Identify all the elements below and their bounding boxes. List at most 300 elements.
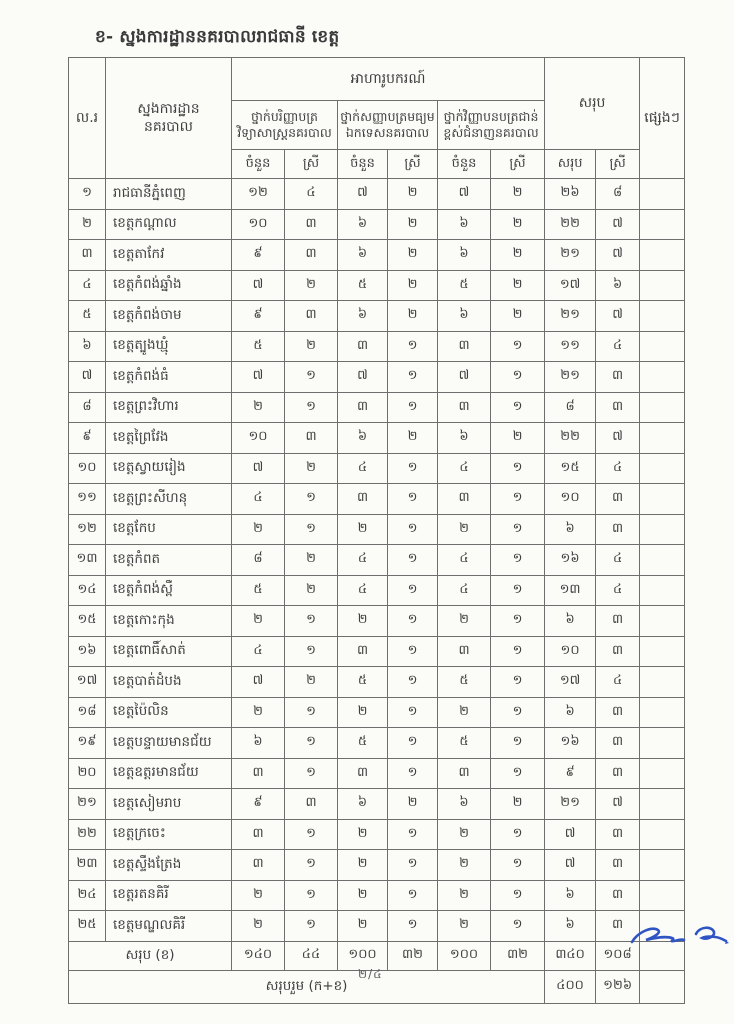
value-cell: ១	[491, 606, 545, 637]
header-commissariat	[106, 58, 232, 179]
value-cell: ៥	[338, 728, 388, 759]
other-cell	[640, 880, 685, 911]
value-cell: ១	[491, 575, 545, 606]
row-number: ១០	[69, 453, 106, 484]
province-name: ខេត្តកែប	[106, 514, 232, 545]
value-cell: ៧	[596, 301, 640, 332]
province-name: ខេត្តត្បូងឃ្មុំ	[106, 331, 232, 362]
table-row	[69, 911, 685, 942]
province-name: ខេត្តមណ្ឌលគិរី	[106, 911, 232, 942]
table-row	[69, 423, 685, 454]
value-cell: ១	[491, 392, 545, 423]
value-cell: ១	[388, 667, 438, 698]
value-cell: ១	[491, 484, 545, 515]
table-row	[69, 789, 685, 820]
other-cell	[640, 606, 685, 637]
value-cell: ៥	[338, 270, 388, 301]
value-cell: ១០	[545, 636, 596, 667]
table-row	[69, 819, 685, 850]
value-cell: ៩	[232, 240, 285, 271]
value-cell: ២	[491, 270, 545, 301]
province-name: ខេត្តព្រះសីហនុ	[106, 484, 232, 515]
summary-label: សរុប (ខ)	[69, 941, 232, 970]
other-cell	[640, 484, 685, 515]
row-number: ១២	[69, 514, 106, 545]
row-number: ៨	[69, 392, 106, 423]
value-cell: ៣	[438, 392, 491, 423]
value-cell: ២	[388, 423, 438, 454]
value-cell: ៦	[545, 514, 596, 545]
value-cell: ៧	[596, 209, 640, 240]
value-cell: ១៣	[545, 575, 596, 606]
value-cell: ១	[285, 728, 338, 759]
value-cell: ២	[338, 514, 388, 545]
value-cell: ៨	[545, 392, 596, 423]
summary-value: ៣២	[491, 941, 545, 970]
value-cell: ២	[338, 850, 388, 881]
value-cell: ១៧	[545, 270, 596, 301]
value-cell: ១	[285, 484, 338, 515]
value-cell: ៦	[338, 423, 388, 454]
value-cell: ១	[285, 514, 338, 545]
value-cell: ៣	[596, 392, 640, 423]
header-diploma: ថ្នាក់សញ្ញាបត្រមធ្យម ឯកទេសនគរបាល	[338, 101, 438, 150]
row-number: ២២	[69, 819, 106, 850]
value-cell: ២១	[545, 301, 596, 332]
province-name: ខេត្តកំពង់ឆ្នាំង	[106, 270, 232, 301]
province-name: ខេត្តកំពង់ស្ពឺ	[106, 575, 232, 606]
value-cell: ១	[285, 636, 338, 667]
province-name: ខេត្តតាកែវ	[106, 240, 232, 271]
value-cell: ២	[388, 179, 438, 210]
summary-value: ៤៤	[285, 941, 338, 970]
row-number: ២៣	[69, 850, 106, 881]
header-certificate: ថ្នាក់វិញ្ញាបនបត្រជាន់ខ្ពស់ជំនាញនគរបាល	[438, 101, 545, 150]
table-header	[69, 58, 685, 179]
row-number: ៥	[69, 301, 106, 332]
row-number: ១៣	[69, 545, 106, 576]
value-cell: ៣	[285, 301, 338, 332]
value-cell: ៦	[338, 301, 388, 332]
other-cell	[640, 514, 685, 545]
value-cell: ១	[285, 850, 338, 881]
summary-value: ៣៤០	[545, 941, 596, 970]
other-cell	[640, 850, 685, 881]
grand-total-female: ១២៦	[596, 970, 640, 1003]
value-cell: ៧	[338, 179, 388, 210]
table-row	[69, 270, 685, 301]
header-other: ផ្សេងៗ	[640, 58, 685, 179]
value-cell: ២២	[545, 423, 596, 454]
value-cell: ៤	[596, 575, 640, 606]
value-cell: ២	[438, 850, 491, 881]
other-cell	[640, 240, 685, 271]
value-cell: ២២	[545, 209, 596, 240]
row-number: ១៦	[69, 636, 106, 667]
header-count-2: ចំនួន	[338, 150, 388, 179]
header-commissariat-line2: នគរបាល	[144, 119, 193, 135]
value-cell: ៤	[438, 545, 491, 576]
value-cell: ១	[388, 331, 438, 362]
value-cell: ១	[388, 453, 438, 484]
other-cell	[640, 179, 685, 210]
value-cell: ១០	[545, 484, 596, 515]
row-number: ១៨	[69, 697, 106, 728]
table-row	[69, 392, 685, 423]
value-cell: ១	[388, 758, 438, 789]
value-cell: ១០	[232, 209, 285, 240]
value-cell: ៧	[232, 667, 285, 698]
table-row	[69, 575, 685, 606]
province-name: ខេត្តពោធិ៍សាត់	[106, 636, 232, 667]
row-number: ១	[69, 179, 106, 210]
value-cell: ៣	[285, 789, 338, 820]
value-cell: ៩	[232, 789, 285, 820]
value-cell: ៣	[596, 758, 640, 789]
row-number: ៤	[69, 270, 106, 301]
grand-total-label: សរុបរួម (ក+ខ)	[69, 970, 545, 1003]
value-cell: ៣	[338, 636, 388, 667]
row-number: ២១	[69, 789, 106, 820]
value-cell: ៦	[438, 423, 491, 454]
value-cell: ២	[232, 880, 285, 911]
value-cell: ៨	[232, 545, 285, 576]
row-number: ៣	[69, 240, 106, 271]
value-cell: ៥	[438, 270, 491, 301]
table-row	[69, 850, 685, 881]
table-row	[69, 728, 685, 759]
value-cell: ១	[388, 606, 438, 637]
value-cell: ១	[388, 880, 438, 911]
value-cell: ៣	[596, 880, 640, 911]
row-number: ១៩	[69, 728, 106, 759]
value-cell: ១	[491, 819, 545, 850]
scholarship-table	[68, 57, 685, 1004]
value-cell: ៣	[596, 636, 640, 667]
header-female-3: ស្រី	[491, 150, 545, 179]
value-cell: ២	[232, 606, 285, 637]
province-name: ខេត្តកោះកុង	[106, 606, 232, 637]
value-cell: ៣	[338, 758, 388, 789]
header-commissariat-line1: ស្នងការដ្ឋាន	[137, 100, 200, 117]
row-number: ២០	[69, 758, 106, 789]
value-cell: ៤	[338, 453, 388, 484]
province-name: ខេត្តព្រះវិហារ	[106, 392, 232, 423]
value-cell: ៧	[232, 362, 285, 393]
table-row	[69, 667, 685, 698]
table-row	[69, 240, 685, 271]
value-cell: ៦	[338, 240, 388, 271]
value-cell: ៤	[438, 453, 491, 484]
row-number: ១១	[69, 484, 106, 515]
other-cell	[640, 362, 685, 393]
value-cell: ៦	[338, 209, 388, 240]
value-cell: ២	[438, 880, 491, 911]
value-cell: ២	[285, 453, 338, 484]
value-cell: ១	[285, 392, 338, 423]
value-cell: ៨	[596, 179, 640, 210]
header-female-1: ស្រី	[285, 150, 338, 179]
other-cell	[640, 392, 685, 423]
value-cell: ២	[491, 209, 545, 240]
value-cell: ១	[491, 880, 545, 911]
province-name: ខេត្តស្វាយរៀង	[106, 453, 232, 484]
value-cell: ៤	[338, 545, 388, 576]
header-bachelor: ថ្នាក់បរិញ្ញាបត្រ វិទ្យាសាស្ត្រនគរបាល	[232, 101, 338, 150]
value-cell: ៣	[438, 636, 491, 667]
grand-other-cell	[640, 970, 685, 1003]
table-row	[69, 606, 685, 637]
value-cell: ៣	[596, 850, 640, 881]
value-cell: ២	[388, 240, 438, 271]
value-cell: ១	[491, 453, 545, 484]
header-female-total: ស្រី	[596, 150, 640, 179]
value-cell: ៦	[338, 789, 388, 820]
table-row	[69, 545, 685, 576]
table-row	[69, 301, 685, 332]
province-name: ខេត្តរតនគិរី	[106, 880, 232, 911]
value-cell: ៣	[338, 392, 388, 423]
value-cell: ៧	[232, 270, 285, 301]
row-number: ១៤	[69, 575, 106, 606]
value-cell: ១០	[232, 423, 285, 454]
page-number: ២/៤	[358, 967, 383, 981]
other-cell	[640, 758, 685, 789]
table-row	[69, 331, 685, 362]
province-name: រាជធានីភ្នំពេញ	[106, 179, 232, 210]
value-cell: ២	[232, 911, 285, 942]
other-cell	[640, 301, 685, 332]
value-cell: ១៥	[545, 453, 596, 484]
value-cell: ៣	[338, 331, 388, 362]
value-cell: ១	[388, 484, 438, 515]
table-row	[69, 362, 685, 393]
value-cell: ១	[388, 819, 438, 850]
table-row	[69, 484, 685, 515]
value-cell: ៥	[438, 728, 491, 759]
value-cell: ១	[388, 514, 438, 545]
value-cell: ៣	[285, 240, 338, 271]
province-name: ខេត្តសៀមរាប	[106, 789, 232, 820]
summary-value: ៣២	[388, 941, 438, 970]
table-row	[69, 209, 685, 240]
other-cell	[640, 331, 685, 362]
value-cell: ២	[285, 575, 338, 606]
value-cell: ១៧	[545, 667, 596, 698]
handwritten-signature	[618, 908, 734, 956]
value-cell: ២១	[545, 240, 596, 271]
value-cell: ២	[338, 606, 388, 637]
value-cell: ៧	[438, 179, 491, 210]
row-number: ២	[69, 209, 106, 240]
value-cell: ២	[491, 179, 545, 210]
province-name: ខេត្តស្ទឹងត្រែង	[106, 850, 232, 881]
value-cell: ៣	[596, 606, 640, 637]
value-cell: ៤	[232, 484, 285, 515]
value-cell: ២	[388, 209, 438, 240]
value-cell: ១	[491, 331, 545, 362]
value-cell: ៤	[596, 667, 640, 698]
province-name: ខេត្តបន្ទាយមានជ័យ	[106, 728, 232, 759]
other-cell	[640, 667, 685, 698]
value-cell: ១	[491, 514, 545, 545]
value-cell: ១	[388, 545, 438, 576]
table-row	[69, 880, 685, 911]
value-cell: ៦	[545, 697, 596, 728]
value-cell: ៣	[596, 514, 640, 545]
value-cell: ២	[438, 819, 491, 850]
value-cell: ១	[388, 362, 438, 393]
value-cell: ២	[285, 667, 338, 698]
other-cell	[640, 636, 685, 667]
value-cell: ៧	[596, 423, 640, 454]
value-cell: ៧	[596, 789, 640, 820]
value-cell: ២	[438, 911, 491, 942]
table-row	[69, 697, 685, 728]
other-cell	[640, 453, 685, 484]
value-cell: ៣	[285, 209, 338, 240]
value-cell: ១	[388, 636, 438, 667]
summary-value: ១០៨	[596, 941, 640, 970]
value-cell: ២១	[545, 789, 596, 820]
value-cell: ១	[285, 606, 338, 637]
value-cell: ៣	[596, 819, 640, 850]
row-number: ២៥	[69, 911, 106, 942]
value-cell: ១២	[232, 179, 285, 210]
value-cell: ៤	[438, 575, 491, 606]
other-cell	[640, 575, 685, 606]
value-cell: ១	[491, 728, 545, 759]
value-cell: ៣	[596, 362, 640, 393]
row-number: ៧	[69, 362, 106, 393]
value-cell: ៣	[285, 423, 338, 454]
value-cell: ៤	[596, 331, 640, 362]
row-number: ២៤	[69, 880, 106, 911]
table-row	[69, 758, 685, 789]
value-cell: ២	[338, 819, 388, 850]
value-cell: ១	[491, 697, 545, 728]
province-name: ខេត្តកណ្តាល	[106, 209, 232, 240]
header-scholarship-group: អាហារូបករណ៍	[232, 58, 545, 101]
value-cell: ២៦	[545, 179, 596, 210]
value-cell: ៧	[545, 850, 596, 881]
value-cell: ៣	[438, 758, 491, 789]
value-cell: ៩	[545, 758, 596, 789]
row-number: ១៥	[69, 606, 106, 637]
value-cell: ៧	[438, 362, 491, 393]
province-rows	[69, 179, 685, 942]
value-cell: ៦	[545, 911, 596, 942]
other-cell	[640, 545, 685, 576]
value-cell: ២	[338, 911, 388, 942]
value-cell: ៥	[338, 667, 388, 698]
value-cell: ៦	[438, 209, 491, 240]
value-cell: ២	[232, 514, 285, 545]
value-cell: ៦	[545, 606, 596, 637]
value-cell: ១	[388, 850, 438, 881]
value-cell: ២	[388, 301, 438, 332]
value-cell: ៤	[596, 453, 640, 484]
other-cell	[640, 270, 685, 301]
value-cell: ១	[285, 880, 338, 911]
value-cell: ៧	[338, 362, 388, 393]
row-number: ៩	[69, 423, 106, 454]
province-name: ខេត្តកំពង់ធំ	[106, 362, 232, 393]
value-cell: ១	[388, 911, 438, 942]
value-cell: ២	[338, 697, 388, 728]
province-name: ខេត្តឧត្តរមានជ័យ	[106, 758, 232, 789]
value-cell: ១	[285, 758, 338, 789]
value-cell: ១១	[545, 331, 596, 362]
value-cell: ២	[491, 789, 545, 820]
value-cell: ៣	[438, 331, 491, 362]
value-cell: ២១	[545, 362, 596, 393]
value-cell: ៥	[438, 667, 491, 698]
value-cell: ៤	[285, 179, 338, 210]
value-cell: ១	[491, 545, 545, 576]
header-count-3: ចំនួន	[438, 150, 491, 179]
value-cell: ៧	[545, 819, 596, 850]
value-cell: ៣	[232, 819, 285, 850]
value-cell: ២	[388, 270, 438, 301]
value-cell: ៣	[596, 484, 640, 515]
summary-value: ១៤០	[232, 941, 285, 970]
value-cell: ១	[285, 819, 338, 850]
province-name: ខេត្តកំពង់ចាម	[106, 301, 232, 332]
value-cell: ២	[438, 514, 491, 545]
value-cell: ២	[232, 392, 285, 423]
value-cell: ៦	[438, 240, 491, 271]
value-cell: ១	[285, 697, 338, 728]
value-cell: ១	[491, 667, 545, 698]
value-cell: ៦	[545, 880, 596, 911]
other-cell	[640, 209, 685, 240]
header-total-sub: សរុប	[545, 150, 596, 179]
value-cell: ១	[491, 850, 545, 881]
value-cell: ៣	[232, 758, 285, 789]
value-cell: ២	[491, 240, 545, 271]
value-cell: ៣	[438, 484, 491, 515]
other-cell	[640, 697, 685, 728]
value-cell: ១	[491, 758, 545, 789]
value-cell: ៧	[596, 240, 640, 271]
row-number: ៦	[69, 331, 106, 362]
value-cell: ១	[491, 911, 545, 942]
grand-total-value: ៤០០	[545, 970, 596, 1003]
value-cell: ២	[285, 545, 338, 576]
table-row	[69, 453, 685, 484]
value-cell: ៩	[232, 301, 285, 332]
value-cell: ១៦	[545, 728, 596, 759]
value-cell: ២	[388, 789, 438, 820]
header-count-1: ចំនួន	[232, 150, 285, 179]
value-cell: ៦	[438, 789, 491, 820]
summary-value: ១០០	[438, 941, 491, 970]
value-cell: ២	[491, 301, 545, 332]
value-cell: ៤	[596, 545, 640, 576]
value-cell: ១	[285, 362, 338, 393]
header-female-2: ស្រី	[388, 150, 438, 179]
value-cell: ២	[338, 880, 388, 911]
header-total-group: សរុប	[545, 58, 640, 150]
value-cell: ៥	[232, 331, 285, 362]
value-cell: ១	[285, 911, 338, 942]
value-cell: ២	[438, 697, 491, 728]
value-cell: ១	[491, 636, 545, 667]
value-cell: ៧	[232, 453, 285, 484]
other-cell	[640, 789, 685, 820]
other-cell	[640, 423, 685, 454]
